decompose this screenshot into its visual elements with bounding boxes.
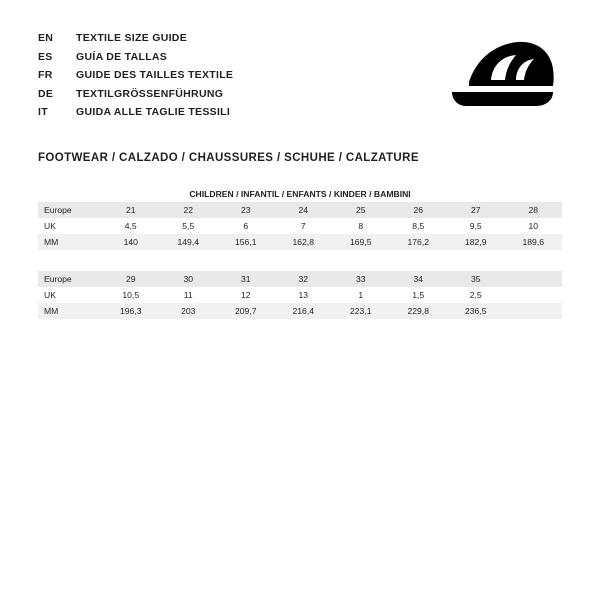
size-table-children-2 [38, 271, 562, 319]
cell: 13 [275, 287, 333, 303]
language-code: IT [38, 106, 48, 118]
language-label: TEXTILGRÖSSENFÜHRUNG [76, 87, 224, 100]
cell: 189,6 [505, 234, 563, 250]
cell: 21 [102, 202, 160, 218]
size-table-children-1 [38, 186, 562, 250]
cell: 196,3 [102, 303, 160, 319]
cell [505, 287, 563, 303]
cell: 4,5 [102, 218, 160, 234]
section-title: FOOTWEAR / CALZADO / CHAUSSURES / SCHUHE / CALZATURE [38, 152, 419, 164]
cell: 236,5 [447, 303, 505, 319]
table-row [38, 271, 562, 287]
cell: 26 [390, 202, 448, 218]
row-label: MM [38, 234, 102, 250]
cell: 2,5 [447, 287, 505, 303]
cell: 11 [160, 287, 218, 303]
cell: 169,5 [332, 234, 390, 250]
cell: 203 [160, 303, 218, 319]
cell: 34 [390, 271, 448, 287]
language-code: ES [38, 50, 53, 63]
cell: 5,5 [160, 218, 218, 234]
cell: 1 [332, 287, 390, 303]
row-label: UK [38, 218, 102, 234]
cell: 149,4 [160, 234, 218, 250]
cell: 10 [505, 218, 563, 234]
cell: 33 [332, 271, 390, 287]
cell [505, 303, 563, 319]
shoe-icon [436, 36, 556, 114]
cell: 23 [217, 202, 275, 218]
cell: 229,8 [390, 303, 448, 319]
table-row [38, 287, 562, 303]
cell: 156,1 [217, 234, 275, 250]
cell: 35 [447, 271, 505, 287]
table-row [38, 218, 562, 234]
cell: 7 [275, 218, 333, 234]
cell [505, 271, 563, 287]
language-row [38, 32, 338, 51]
language-list [38, 32, 338, 125]
table-row [38, 202, 562, 218]
language-row [38, 88, 338, 107]
cell: 24 [275, 202, 333, 218]
table-caption-row [38, 186, 562, 202]
language-code: FR [38, 69, 53, 81]
cell: 209,7 [217, 303, 275, 319]
cell: 29 [102, 271, 160, 287]
language-label: TEXTILE SIZE GUIDE [76, 32, 187, 44]
table-row [38, 303, 562, 319]
cell: 27 [447, 202, 505, 218]
language-code: DE [38, 87, 54, 100]
row-label: UK [38, 287, 102, 303]
cell: 1,5 [390, 287, 448, 303]
row-label: Europe [38, 202, 102, 218]
cell: 31 [217, 271, 275, 287]
language-row [38, 106, 338, 125]
language-row [38, 51, 338, 70]
language-label: GUIDE DES TAILLES TEXTILE [76, 69, 234, 81]
table-caption: CHILDREN / INFANTIL / ENFANTS / KINDER / BAMBINI [38, 186, 562, 202]
cell: 22 [160, 202, 218, 218]
cell: 8 [332, 218, 390, 234]
cell: 162,8 [275, 234, 333, 250]
table-row [38, 234, 562, 250]
row-label: MM [38, 303, 102, 319]
cell: 6 [217, 218, 275, 234]
cell: 223,1 [332, 303, 390, 319]
language-code: EN [38, 32, 54, 44]
cell: 8,5 [390, 218, 448, 234]
cell: 176,2 [390, 234, 448, 250]
cell: 140 [102, 234, 160, 250]
cell: 216,4 [275, 303, 333, 319]
cell: 28 [505, 202, 563, 218]
row-label: Europe [38, 271, 102, 287]
cell: 25 [332, 202, 390, 218]
cell: 9,5 [447, 218, 505, 234]
cell: 32 [275, 271, 333, 287]
language-row [38, 69, 338, 88]
language-label: GUIDA ALLE TAGLIE TESSILI [76, 106, 231, 118]
cell: 182,9 [447, 234, 505, 250]
cell: 30 [160, 271, 218, 287]
cell: 12 [217, 287, 275, 303]
cell: 10,5 [102, 287, 160, 303]
language-label: GUÍA DE TALLAS [76, 50, 168, 63]
